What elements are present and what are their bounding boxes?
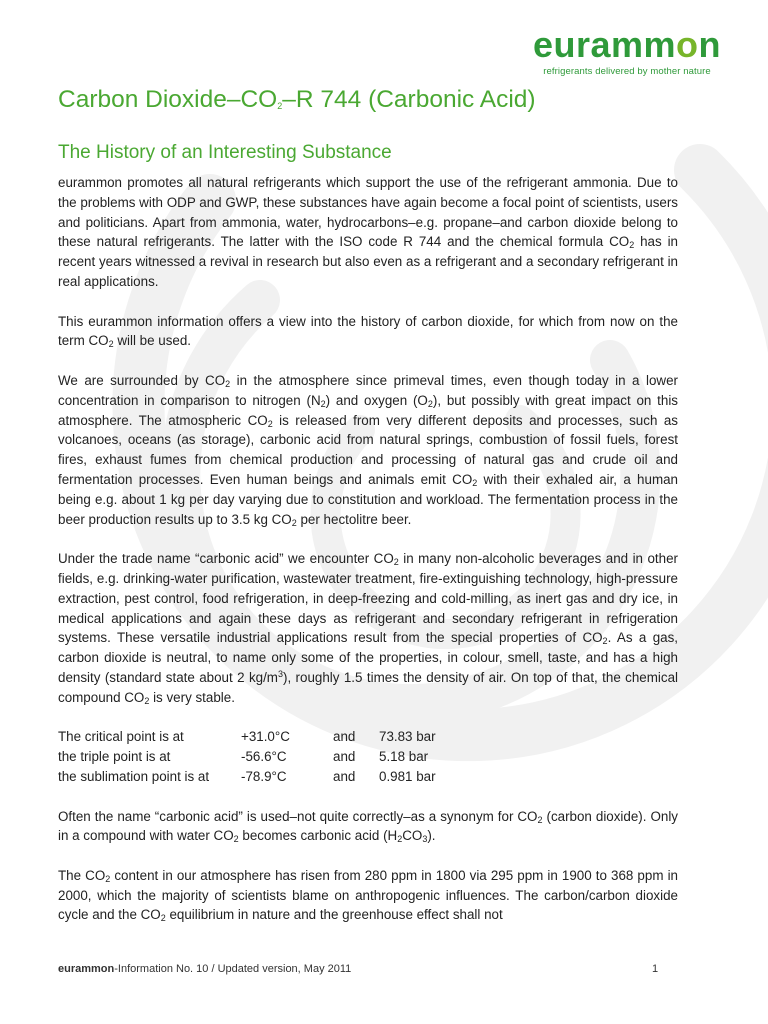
cell-pressure: 73.83 bar xyxy=(379,729,436,745)
phase-points-table xyxy=(58,727,436,786)
cell-label: The critical point is at xyxy=(58,729,184,745)
page-title: Carbon Dioxide–$CO_2-R$ 744 (Carbonic Acid) xyxy=(58,86,536,113)
paragraph: We are surrounded by $CO_2$ in the atmosphere since primeval times, even though today in a lower concentration in comparison to nitrogen $(N_2)$ and oxygen $(O_2)$, but possibly with great impact on this atmosphere. The atmospheric $CO_2$ is released from very different deposits and processes, such as volcanoes, oceans (as storage), carbonic acid from natural springs, combustion of fossil fuels, forest fires, exhaust fumes from chemical production and processing of natural gas and crude oil and fermentation processes. Even human beings and animals emit $CO_2$ with their exhaled air, a human being e.g. about 1 kg per day varying due to constitution and workload. The fermentation process in the beer production results up to 3.5 kg $CO_2$ per hectolitre beer. xyxy=(58,372,678,528)
cell-and: and xyxy=(333,749,356,765)
table-row xyxy=(58,727,436,747)
cell-temp: -56.6°C xyxy=(241,749,287,765)
footer-info: eurammon-Information No. 10 / Updated version, May 2011 xyxy=(58,963,352,975)
cell-pressure: 0.981 bar xyxy=(379,768,436,784)
cell-and: and xyxy=(333,768,356,784)
body-text xyxy=(58,173,678,945)
cell-temp: -78.9°C xyxy=(241,768,287,784)
logo-wordmark: eurammon xyxy=(532,24,722,65)
paragraph: Under the trade name “carbonic acid” we encounter $CO_2$ in many non-alcoholic beverages and in other fields, e.g. drinking-water purification, wastewater treatment, fire-extinguishing technology, high-pressure extraction, pest control, food refrigeration, in deep-freezing and cold-milling, as inert gas and dry ice, in medical applications and again these days as refrigerant and secondary refrigerant in refrigeration systems. These versatile industrial applications result from the special properties of $CO_2$. As a gas, carbon dioxide is neutral, to name only some of the properties, in colour, smell, taste, and has a high density (standard state about 2 $kg/m^3$), roughly 1.5 times the density of air. On top of that, the chemical compound $CO_2$ is very stable. xyxy=(58,551,679,706)
table-row xyxy=(58,767,436,787)
table-row xyxy=(58,747,436,767)
cell-label: the triple point is at xyxy=(58,749,171,765)
section-subtitle: The History of an Interesting Substance xyxy=(58,142,392,163)
paragraph: eurammon promotes all natural refrigerants which support the use of the refrigerant ammonia. Due to the problems with ODP and GWP, these substances have again become a focal point of scientists, users and politicians. Apart from ammonia, water, hydrocarbons–e.g. propane–and carbon dioxide belong to these natural refrigerants. The latter with the ISO code R 744 and the chemical formula $CO_2$ has in recent years witnessed a revival in research but also even as a refrigerant and a secondary refrigerant in real applications. xyxy=(58,175,678,289)
cell-label: the sublimation point is at xyxy=(58,768,210,784)
cell-temp: +31.0°C xyxy=(241,729,290,745)
eurammon-logo xyxy=(532,26,722,77)
paragraphs-intro xyxy=(58,173,678,708)
cell-pressure: 5.18 bar xyxy=(379,749,429,765)
paragraphs-continued xyxy=(58,807,678,926)
paragraph: Often the name “carbonic acid” is used–not quite correctly–as a synonym for $CO_2$ (carbon dioxide). Only in a compound with water $CO_2$ becomes carbonic acid $(H_2CO_3)$. xyxy=(58,808,678,845)
logo-tagline: refrigerants delivered by mother nature xyxy=(543,66,711,77)
paragraph: The $CO_2$ content in our atmosphere has risen from 280 ppm in 1800 via 295 ppm in 1900 to 368 ppm in 2000, which the majority of scientists blame on anthropogenic influences. The carbon/carbon dioxide cycle and the $CO_2$ equilibrium in nature and the greenhouse effect shall not xyxy=(58,867,678,924)
cell-and: and xyxy=(333,729,356,745)
page-number: 1 xyxy=(652,963,659,975)
paragraph: This eurammon information offers a view into the history of carbon dioxide, for which from now on the term $CO_2$ will be used. xyxy=(58,313,678,350)
